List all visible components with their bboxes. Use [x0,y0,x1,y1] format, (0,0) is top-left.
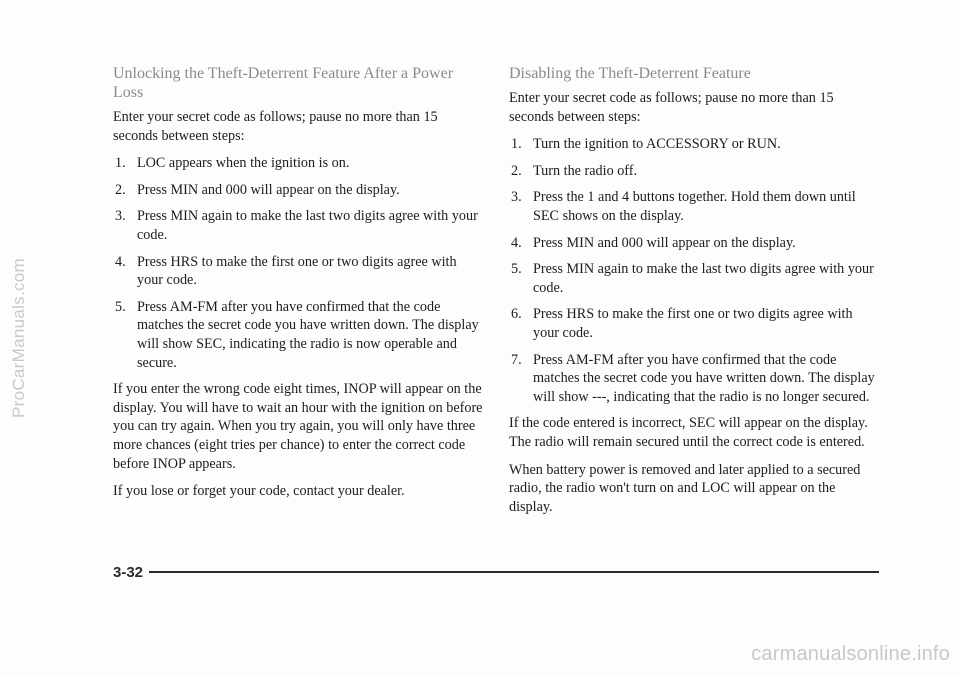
step-number: 3. [115,208,126,225]
step-text: Press MIN again to make the last two digits agree with your code. [137,208,478,243]
step-text: Press MIN and 000 will appear on the display. [137,181,400,198]
step-text: Press MIN and 000 will appear on the display. [533,234,796,251]
step-text: Press HRS to make the first one or two digits agree with your code. [533,306,853,341]
left-paragraph-wrong-code: If you enter the wrong code eight times, INOP will appear on the display. You will have to wait an hour with the ignition on before you can try again. When you try again, you will only have three more chances (eight tries per chance) to enter the correct code before INOP appears. [113,381,483,472]
step-number: 5. [115,298,126,315]
list-item [509,234,881,253]
step-text: Press the 1 and 4 buttons together. Hold them down until SEC shows on the display. [533,189,856,224]
side-watermark-text: ProCarManuals.com [9,257,29,419]
list-item [113,207,485,244]
right-paragraph-incorrect-code: If the code entered is incorrect, SEC will appear on the display. The radio will remain secured until the correct code is entered. [509,415,868,450]
left-paragraph-lost-code: If you lose or forget your code, contact your dealer. [113,483,405,500]
list-item [509,162,881,181]
step-text: Turn the ignition to ACCESSORY or RUN. [533,136,781,153]
step-text: Press MIN again to make the last two digits agree with your code. [533,261,874,296]
step-number: 2. [115,181,126,198]
step-number: 3. [511,189,522,206]
list-item [509,305,881,342]
left-steps-list [113,154,485,372]
page-footer [113,563,879,581]
step-number: 2. [511,162,522,179]
step-number: 4. [511,234,522,251]
list-item [509,351,881,407]
step-number: 5. [511,261,522,278]
step-text: Turn the radio off. [533,162,638,179]
footer-rule [149,571,879,573]
left-column [113,65,485,510]
left-intro: Enter your secret code as follows; pause no more than 15 seconds between steps: [113,109,438,144]
list-item [509,135,881,154]
step-text: Press AM-FM after you have confirmed that the code matches the secret code you have written down. The display will show ---, indicating that the radio is no longer secured. [533,351,875,405]
right-steps-list [509,135,881,406]
right-heading: Disabling the Theft-Deterrent Feature [509,65,751,82]
list-item [509,188,881,225]
list-item [509,260,881,297]
side-watermark [8,0,30,676]
list-item [113,298,485,372]
right-paragraph-battery-power: When battery power is removed and later applied to a secured radio, the radio won't turn on and LOC will appear on the display. [509,461,861,515]
left-heading: Unlocking the Theft-Deterrent Feature After a Power Loss [113,65,454,101]
step-text: Press HRS to make the first one or two digits agree with your code. [137,253,457,289]
list-item [113,154,485,173]
list-item [113,181,485,200]
step-number: 6. [511,306,522,323]
list-item [113,253,485,290]
page-number: 3-32 [113,563,144,581]
step-number: 7. [511,351,522,368]
step-number: 4. [115,253,126,270]
bottom-watermark: carmanualsonline.info [751,643,950,665]
step-number: 1. [115,155,126,172]
step-text: Press AM-FM after you have confirmed that the code matches the secret code you have written down. The display will show SEC, indicating the radio is now operable and secure. [137,298,479,371]
step-number: 1. [511,136,522,153]
step-text: LOC appears when the ignition is on. [137,155,350,172]
right-intro: Enter your secret code as follows; pause no more than 15 seconds between steps: [509,90,834,125]
right-column [509,65,881,525]
